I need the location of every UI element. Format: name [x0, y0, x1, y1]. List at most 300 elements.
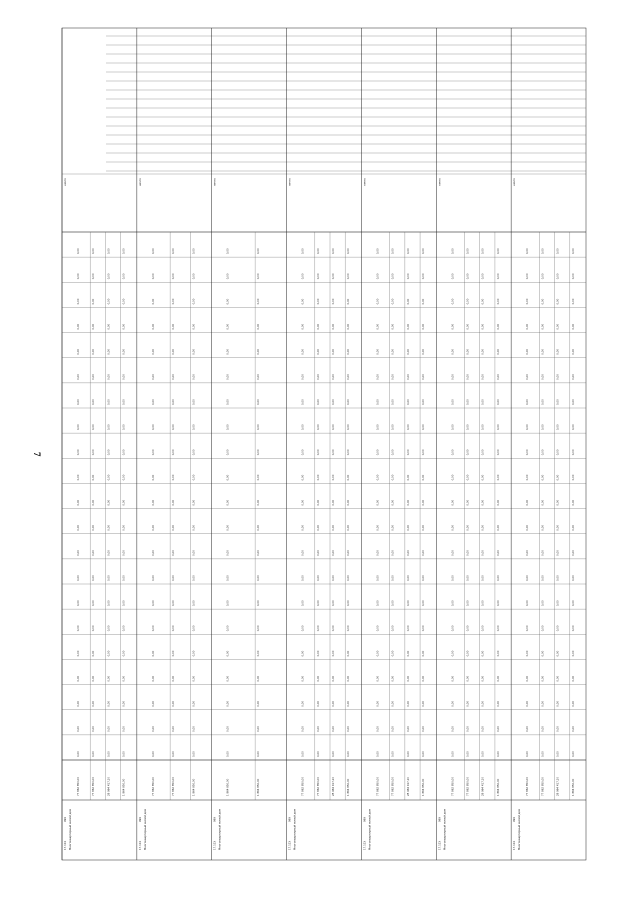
table-cell: 0,00	[257, 273, 261, 280]
table-cell: 0,00	[541, 298, 545, 305]
table-cell: 0,00	[406, 449, 410, 456]
page-number: 7	[32, 452, 42, 457]
table-cell: 0,00	[376, 374, 380, 380]
table-cell: 0,00	[301, 625, 305, 632]
table-cell: 0,00	[316, 550, 320, 556]
table-cell: 0,00	[466, 449, 470, 456]
row-amount: 1 864 850,00	[422, 778, 426, 796]
table-cell: 0,00	[466, 650, 470, 657]
table-cell: 0,00	[347, 524, 351, 531]
table-cell: 0,00	[406, 374, 410, 380]
row-amount: 77 862 850,00	[172, 777, 176, 796]
table-cell: 0,00	[77, 524, 80, 531]
table-cell: 0,00	[316, 675, 320, 682]
table-cell: 0,00	[376, 399, 380, 405]
row-amount: 77 862 850,00	[77, 777, 80, 796]
table-cell: 0,00	[556, 625, 560, 632]
table-cell: 0,00	[151, 474, 155, 481]
table-cell: 0,00	[481, 323, 485, 330]
table-cell: 0,00	[151, 650, 155, 657]
table-block	[512, 178, 575, 850]
table-cell: 0,00	[556, 675, 560, 682]
row-amount: 77 862 850,00	[92, 777, 96, 796]
table-cell: 0,00	[556, 751, 560, 757]
table-cell: 0,00	[301, 550, 305, 556]
table-cell: 0,00	[332, 273, 335, 280]
table-cell: 0,00	[347, 751, 351, 757]
table-cell: 0,00	[391, 424, 395, 431]
table-cell: 0,00	[481, 675, 485, 682]
table-cell: 0,00	[496, 751, 500, 757]
table-cell: 0,00	[541, 550, 545, 556]
row-amount: 77 862 850,00	[526, 777, 530, 796]
table-cell: 0,00	[451, 449, 455, 456]
table-cell: 0,00	[122, 550, 126, 556]
table-cell: 0,00	[172, 323, 176, 330]
table-cell: 0,00	[92, 524, 96, 531]
block-name: Многоквартирный жилой дом	[293, 808, 297, 850]
row-amount: 1 864 850,00	[257, 778, 261, 796]
table-cell: 0,00	[226, 575, 230, 581]
table-cell: 0,00	[466, 700, 470, 707]
table-cell: 0,00	[151, 700, 155, 707]
table-cell: 0,00	[391, 449, 395, 456]
header-cell: ничто	[288, 177, 292, 186]
table-cell: 0,00	[192, 399, 196, 405]
table-cell: 0,00	[316, 524, 320, 531]
table-cell: 0,00	[151, 751, 155, 757]
table-cell: 0,00	[347, 625, 351, 632]
table-cell: 0,00	[406, 399, 410, 405]
table-cell: 0,00	[172, 600, 176, 607]
table-cell: 0,00	[571, 273, 575, 280]
table-cell: 0,00	[301, 374, 305, 380]
table-cell: 0,00	[107, 499, 111, 506]
table-cell: 0,00	[347, 298, 351, 305]
block-name: Многоквартирный жилой дом	[518, 808, 522, 850]
table-cell: 0,00	[301, 524, 305, 531]
table-cell: 0,00	[481, 700, 485, 707]
table-cell: 0,00	[151, 600, 155, 607]
table-cell: 0,00	[541, 399, 545, 405]
table-cell: 0,00	[526, 273, 530, 280]
table-cell: 0,00	[257, 323, 261, 330]
table-cell: 0,00	[406, 524, 410, 531]
table-cell: 0,00	[526, 675, 530, 682]
table-cell: 0,00	[226, 449, 230, 456]
table-cell: 0,00	[556, 650, 560, 657]
table-cell: 0,00	[422, 399, 426, 405]
table-cell: 0,00	[151, 248, 155, 255]
table-cell: 0,00	[257, 550, 261, 556]
table-cell: 0,00	[496, 374, 500, 380]
table-cell: 0,00	[92, 751, 96, 757]
table-cell: 0,00	[526, 323, 530, 330]
table-cell: 0,00	[257, 474, 261, 481]
table-cell: 0,00	[347, 499, 351, 506]
table-cell: 0,00	[466, 298, 470, 305]
row-amount: 28 964 417,10	[332, 777, 335, 796]
table-cell: 0,00	[107, 399, 111, 405]
table-cell: 0,00	[316, 424, 320, 431]
table-cell: 0,00	[172, 550, 176, 556]
table-cell: 0,00	[451, 726, 455, 732]
table-block	[288, 178, 351, 850]
table-cell: 0,00	[541, 499, 545, 506]
table-cell: 0,00	[391, 726, 395, 732]
table-cell: 0,00	[92, 675, 96, 682]
row-amount: 28 964 417,10	[556, 777, 560, 796]
table-cell: 0,00	[556, 600, 560, 607]
table-cell: 0,00	[466, 751, 470, 757]
table-cell: 0,00	[391, 625, 395, 632]
table-cell: 0,00	[451, 323, 455, 330]
table-cell: 0,00	[496, 575, 500, 581]
table-cell: 0,00	[391, 348, 395, 355]
block-number: 999	[213, 817, 217, 822]
table-cell: 0,00	[316, 248, 320, 255]
table-cell: 0,00	[481, 650, 485, 657]
table-cell: 0,00	[172, 248, 176, 255]
table-cell: 0,00	[422, 424, 426, 431]
table-cell: 0,00	[92, 273, 96, 280]
table-cell: 0,00	[151, 449, 155, 456]
table-cell: 0,00	[451, 348, 455, 355]
table-cell: 0,00	[376, 600, 380, 607]
table-cell: 0,00	[257, 625, 261, 632]
table-cell: 0,00	[451, 424, 455, 431]
header-cell: ничто	[513, 177, 517, 186]
table-cell: 0,00	[496, 650, 500, 657]
table-cell: 0,00	[556, 700, 560, 707]
table-cell: 0,00	[391, 248, 395, 255]
table-cell: 0,00	[107, 424, 111, 431]
row-amount: 77 862 850,00	[151, 777, 155, 796]
table-cell: 0,00	[466, 348, 470, 355]
table-cell: 0,00	[406, 625, 410, 632]
table-cell: 0,00	[301, 248, 305, 255]
table-cell: 0,00	[466, 726, 470, 732]
table-cell: 0,00	[151, 323, 155, 330]
table-cell: 0,00	[376, 348, 380, 355]
table-cell: 0,00	[347, 726, 351, 732]
table-cell: 0,00	[226, 751, 230, 757]
table-cell: 0,00	[316, 499, 320, 506]
table-cell: 0,00	[466, 524, 470, 531]
table-cell: 0,00	[107, 449, 111, 456]
table-cell: 0,00	[301, 273, 305, 280]
table-cell: 0,00	[376, 550, 380, 556]
table-cell: 0,00	[192, 550, 196, 556]
table-cell: 0,00	[172, 650, 176, 657]
block-code: 17.11Х	[438, 840, 442, 850]
table-cell: 0,00	[122, 424, 126, 431]
table-cell: 0,00	[332, 399, 335, 405]
block-number: 999	[64, 817, 67, 822]
block-name: Многоквартирный жилой дом	[143, 808, 147, 850]
block-code: 17.11Х	[138, 840, 142, 850]
table-cell: 0,00	[406, 600, 410, 607]
table-cell: 0,00	[571, 575, 575, 581]
table-cell: 0,00	[347, 374, 351, 380]
table-cell: 0,00	[172, 700, 176, 707]
table-cell: 0,00	[257, 424, 261, 431]
table-cell: 0,00	[226, 248, 230, 255]
table-cell: 0,00	[556, 424, 560, 431]
table-cell: 0,00	[541, 348, 545, 355]
table-cell: 0,00	[541, 600, 545, 607]
table-cell: 0,00	[316, 348, 320, 355]
table-cell: 0,00	[77, 348, 80, 355]
table-cell: 0,00	[406, 751, 410, 757]
block-name: Многоквартирный жилой дом	[443, 808, 447, 850]
table-cell: 0,00	[332, 751, 335, 757]
header-cell: ничто	[363, 177, 367, 186]
table-cell: 0,00	[556, 474, 560, 481]
table-cell: 0,00	[122, 248, 126, 255]
table-cell: 0,00	[391, 474, 395, 481]
table-cell: 0,00	[122, 474, 126, 481]
header-cell: ничто	[438, 177, 442, 186]
table-block	[437, 178, 500, 850]
table-frame	[62, 28, 586, 860]
table-cell: 0,00	[107, 248, 111, 255]
table-cell: 0,00	[92, 449, 96, 456]
table-cell: 0,00	[556, 298, 560, 305]
table-cell: 0,00	[332, 298, 335, 305]
row-amount: 1 864 850,00	[571, 778, 575, 796]
table-cell: 0,00	[451, 600, 455, 607]
table-block	[362, 178, 425, 850]
table-cell: 0,00	[192, 575, 196, 581]
table-cell: 0,00	[172, 474, 176, 481]
table-cell: 0,00	[406, 675, 410, 682]
table-cell: 0,00	[151, 550, 155, 556]
table-cell: 0,00	[422, 625, 426, 632]
table-cell: 0,00	[391, 575, 395, 581]
block-number: 999	[138, 817, 142, 822]
table-cell: 0,00	[406, 575, 410, 581]
table-cell: 0,00	[257, 675, 261, 682]
row-amount: 77 862 850,00	[541, 777, 545, 796]
table-cell: 0,00	[77, 650, 80, 657]
table-cell: 0,00	[466, 499, 470, 506]
table-cell: 0,00	[451, 575, 455, 581]
table-cell: 0,00	[571, 499, 575, 506]
table-cell: 0,00	[172, 399, 176, 405]
table-cell: 0,00	[481, 424, 485, 431]
table-cell: 0,00	[122, 399, 126, 405]
table-cell: 0,00	[226, 600, 230, 607]
table-cell: 0,00	[347, 399, 351, 405]
table-cell: 0,00	[257, 700, 261, 707]
table-cell: 0,00	[192, 700, 196, 707]
table-cell: 0,00	[301, 298, 305, 305]
table-cell: 0,00	[301, 399, 305, 405]
table-cell: 0,00	[422, 449, 426, 456]
table-cell: 0,00	[92, 323, 96, 330]
table-cell: 0,00	[92, 550, 96, 556]
table-cell: 0,00	[406, 499, 410, 506]
table-cell: 0,00	[451, 550, 455, 556]
table-cell: 0,00	[226, 298, 230, 305]
table-cell: 0,00	[466, 273, 470, 280]
table-cell: 0,00	[257, 298, 261, 305]
table-cell: 0,00	[122, 374, 126, 380]
table-cell: 0,00	[481, 374, 485, 380]
table-cell: 0,00	[496, 675, 500, 682]
table-cell: 0,00	[556, 726, 560, 732]
table-cell: 0,00	[481, 248, 485, 255]
table-cell: 0,00	[571, 348, 575, 355]
table-cell: 0,00	[332, 524, 335, 531]
table-cell: 0,00	[541, 726, 545, 732]
table-cell: 0,00	[376, 248, 380, 255]
table-cell: 0,00	[192, 726, 196, 732]
table-cell: 0,00	[571, 524, 575, 531]
table-cell: 0,00	[316, 726, 320, 732]
block-number: 999	[363, 817, 367, 822]
table-cell: 0,00	[77, 700, 80, 707]
table-cell: 0,00	[332, 248, 335, 255]
table-cell: 0,00	[107, 550, 111, 556]
table-cell: 0,00	[226, 323, 230, 330]
table-cell: 0,00	[571, 399, 575, 405]
table-cell: 0,00	[77, 675, 80, 682]
table-cell: 0,00	[192, 625, 196, 632]
table-cell: 0,00	[556, 449, 560, 456]
table-cell: 0,00	[226, 424, 230, 431]
table-cell: 0,00	[257, 600, 261, 607]
table-cell: 0,00	[226, 399, 230, 405]
table-cell: 0,00	[466, 248, 470, 255]
table-cell: 0,00	[376, 273, 380, 280]
table-cell: 0,00	[556, 323, 560, 330]
table-cell: 0,00	[526, 449, 530, 456]
table-cell: 0,00	[347, 474, 351, 481]
table-cell: 0,00	[376, 751, 380, 757]
table-cell: 0,00	[556, 499, 560, 506]
table-cell: 0,00	[301, 700, 305, 707]
table-cell: 0,00	[332, 700, 335, 707]
table-cell: 0,00	[347, 449, 351, 456]
row-amount: 77 862 850,00	[376, 777, 380, 796]
table-cell: 0,00	[107, 751, 111, 757]
table-cell: 0,00	[541, 424, 545, 431]
table-cell: 0,00	[571, 751, 575, 757]
table-cell: 0,00	[422, 575, 426, 581]
table-cell: 0,00	[347, 600, 351, 607]
table-cell: 0,00	[192, 474, 196, 481]
table-block	[63, 178, 126, 850]
table-cell: 0,00	[406, 424, 410, 431]
table-cell: 0,00	[92, 348, 96, 355]
table-cell: 0,00	[466, 600, 470, 607]
table-cell: 0,00	[107, 625, 111, 632]
table-cell: 0,00	[466, 424, 470, 431]
table-cell: 0,00	[481, 449, 485, 456]
table-cell: 0,00	[316, 625, 320, 632]
table-cell: 0,00	[422, 298, 426, 305]
table-cell: 0,00	[332, 726, 335, 732]
table-cell: 0,00	[172, 625, 176, 632]
table-cell: 0,00	[107, 323, 111, 330]
table-cell: 0,00	[451, 650, 455, 657]
table-cell: 0,00	[496, 474, 500, 481]
table-cell: 0,00	[376, 575, 380, 581]
table-cell: 0,00	[257, 449, 261, 456]
table-cell: 0,00	[151, 298, 155, 305]
table-cell: 0,00	[122, 650, 126, 657]
table-cell: 0,00	[541, 273, 545, 280]
table-cell: 0,00	[481, 298, 485, 305]
row-amount: 77 862 850,00	[451, 777, 455, 796]
table-cell: 0,00	[192, 449, 196, 456]
table-cell: 0,00	[496, 449, 500, 456]
table-cell: 0,00	[376, 298, 380, 305]
table-cell: 0,00	[226, 273, 230, 280]
table-cell: 0,00	[77, 323, 80, 330]
table-cell: 0,00	[451, 700, 455, 707]
table-cell: 0,00	[172, 374, 176, 380]
table-cell: 0,00	[422, 600, 426, 607]
table-cell: 0,00	[316, 600, 320, 607]
table-cell: 0,00	[571, 424, 575, 431]
table-cell: 0,00	[481, 550, 485, 556]
table-cell: 0,00	[422, 348, 426, 355]
table-cell: 0,00	[122, 726, 126, 732]
table-cell: 0,00	[77, 575, 80, 581]
table-cell: 0,00	[172, 575, 176, 581]
table-cell: 0,00	[122, 348, 126, 355]
table-cell: 0,00	[451, 675, 455, 682]
table-cell: 0,00	[526, 474, 530, 481]
row-amount: 1 864 850,00	[496, 778, 500, 796]
table-cell: 0,00	[376, 424, 380, 431]
table-cell: 0,00	[122, 751, 126, 757]
table-cell: 0,00	[496, 625, 500, 632]
table-cell: 0,00	[77, 449, 80, 456]
table-cell: 0,00	[257, 348, 261, 355]
table-cell: 0,00	[541, 700, 545, 707]
table-cell: 0,00	[406, 348, 410, 355]
table-cell: 0,00	[406, 298, 410, 305]
table-block	[213, 178, 260, 850]
table-cell: 0,00	[526, 700, 530, 707]
table-cell: 0,00	[391, 273, 395, 280]
table-cell: 0,00	[226, 650, 230, 657]
table-cell: 0,00	[556, 374, 560, 380]
table-cell: 0,00	[107, 273, 111, 280]
table-cell: 0,00	[466, 550, 470, 556]
table-cell: 0,00	[406, 650, 410, 657]
table-cell: 0,00	[347, 675, 351, 682]
table-cell: 0,00	[571, 374, 575, 380]
table-cell: 0,00	[122, 524, 126, 531]
table-cell: 0,00	[406, 248, 410, 255]
table-cell: 0,00	[192, 675, 196, 682]
table-cell: 0,00	[376, 726, 380, 732]
table-cell: 0,00	[122, 675, 126, 682]
table-cell: 0,00	[422, 675, 426, 682]
table-cell: 0,00	[422, 700, 426, 707]
table-cell: 0,00	[192, 348, 196, 355]
table-cell: 0,00	[332, 575, 335, 581]
table-cell: 0,00	[422, 650, 426, 657]
table-cell: 0,00	[107, 600, 111, 607]
table-cell: 0,00	[92, 700, 96, 707]
table-cell: 0,00	[301, 348, 305, 355]
